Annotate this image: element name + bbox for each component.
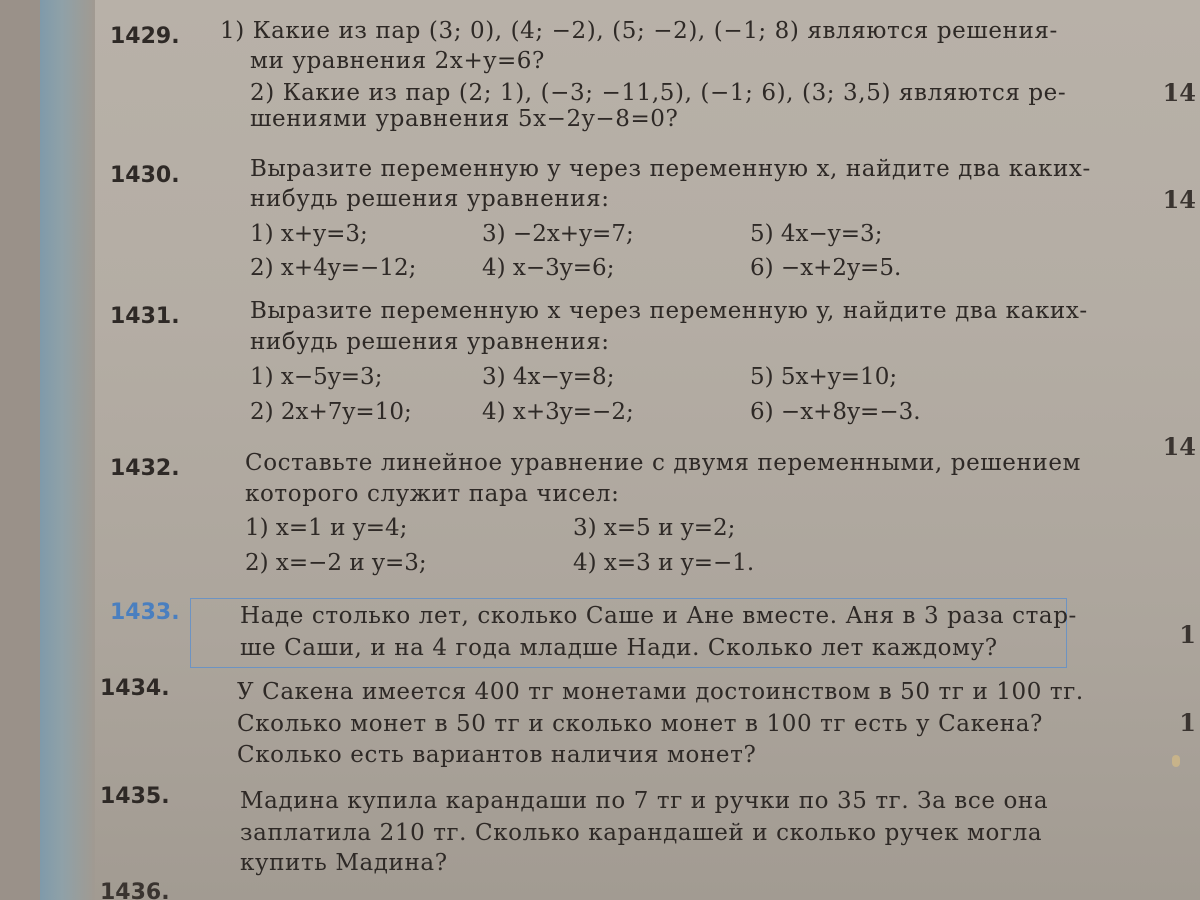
- problem-text-line: ми уравнения 2x+y=6?: [250, 48, 545, 74]
- page-shadow: [40, 0, 95, 900]
- equation-item: 1) x+y=3;: [250, 221, 368, 247]
- equation-item: 1) x=1 и y=4;: [245, 515, 408, 541]
- problem-text-line: Составьте линейное уравнение с двумя переменными, решением: [245, 450, 1082, 476]
- problem-text-line: нибудь решения уравнения:: [250, 186, 610, 212]
- equation-item: 4) x=3 и y=−1.: [573, 550, 755, 576]
- equation-item: 3) x=5 и y=2;: [573, 515, 736, 541]
- margin-number: 1: [1179, 620, 1196, 649]
- problem-text-line: нибудь решения уравнения:: [250, 329, 610, 355]
- equation-row: [250, 253, 1120, 283]
- pin-mark: [1172, 755, 1180, 767]
- problem-number: 1433.: [110, 600, 180, 625]
- problem-number: 1429.: [110, 24, 180, 49]
- problem-text-line: Сколько монет в 50 тг и сколько монет в 100 тг есть у Сакена?: [237, 711, 1043, 737]
- equation-item: 1) x−5y=3;: [250, 364, 383, 390]
- problem-text-line: ше Саши, и на 4 года младше Нади. Сколько лет каждому?: [240, 635, 998, 661]
- equation-row: [250, 397, 1120, 427]
- equation-item: 5) 4x−y=3;: [750, 221, 883, 247]
- equation-row: [245, 513, 1115, 543]
- equation-item: 6) −x+2y=5.: [750, 255, 902, 281]
- problem-number: 1435.: [100, 784, 170, 809]
- margin-number: 1: [1179, 708, 1196, 737]
- margin-number: 14: [1162, 78, 1196, 107]
- margin-number: 14: [1162, 185, 1196, 214]
- problem-number-cutoff: 1436.: [100, 880, 170, 900]
- problem-number: 1432.: [110, 456, 180, 481]
- equation-item: 6) −x+8y=−3.: [750, 399, 921, 425]
- equation-item: 4) x−3y=6;: [482, 255, 615, 281]
- problem-text-line: шениями уравнения 5x−2y−8=0?: [250, 106, 679, 132]
- problem-number: 1431.: [110, 304, 180, 329]
- problem-number: 1434.: [100, 676, 170, 701]
- problem-text-line: Выразите переменную y через переменную x, найдите два каких-: [250, 156, 1091, 182]
- problem-number: 1430.: [110, 163, 180, 188]
- equation-item: 5) 5x+y=10;: [750, 364, 898, 390]
- problem-text-line: Выразите переменную x через переменную y, найдите два каких-: [250, 298, 1088, 324]
- problem-text-line: купить Мадина?: [240, 850, 448, 876]
- equation-item: 2) x=−2 и y=3;: [245, 550, 427, 576]
- adjacent-page-edge: [1160, 0, 1200, 900]
- textbook-page: [40, 0, 1200, 900]
- equation-row: [245, 548, 1115, 578]
- problem-text-line: Сколько есть вариантов наличия монет?: [237, 742, 757, 768]
- equation-row: [250, 362, 1120, 392]
- problem-text-line: 2) Какие из пар (2; 1), (−3; −11,5), (−1; 6), (3; 3,5) являются ре-: [250, 80, 1067, 106]
- problem-text-line: Мадина купила карандаши по 7 тг и ручки по 35 тг. За все она: [240, 788, 1049, 814]
- problem-text-line: которого служит пара чисел:: [245, 481, 620, 507]
- equation-item: 3) −2x+y=7;: [482, 221, 634, 247]
- problem-text-line: У Сакена имеется 400 тг монетами достоинством в 50 тг и 100 тг.: [237, 679, 1084, 705]
- equation-row: [250, 219, 1120, 249]
- equation-item: 2) x+4y=−12;: [250, 255, 417, 281]
- equation-item: 3) 4x−y=8;: [482, 364, 615, 390]
- equation-item: 4) x+3y=−2;: [482, 399, 634, 425]
- margin-number: 14: [1162, 432, 1196, 461]
- problem-text-line: заплатила 210 тг. Сколько карандашей и сколько ручек могла: [240, 820, 1043, 846]
- problem-text-line: Наде столько лет, сколько Саше и Ане вместе. Аня в 3 раза стар-: [240, 603, 1077, 629]
- problem-text-line: 1) Какие из пар (3; 0), (4; −2), (5; −2), (−1; 8) являются решения-: [220, 18, 1058, 44]
- equation-item: 2) 2x+7y=10;: [250, 399, 412, 425]
